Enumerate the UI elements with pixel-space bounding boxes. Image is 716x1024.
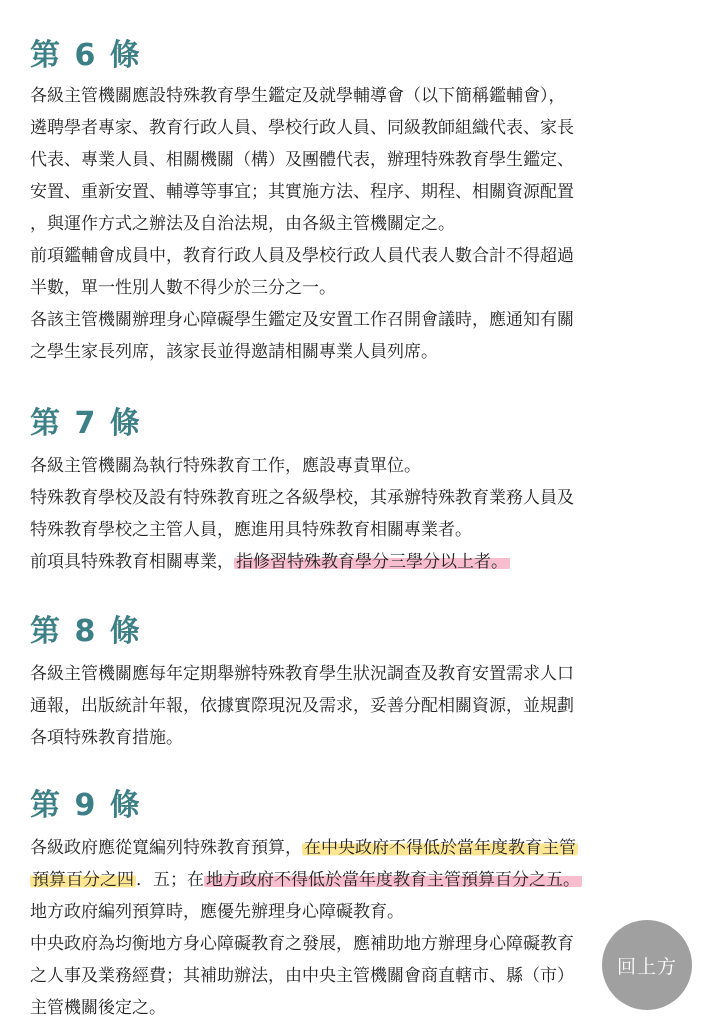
article-6-line: 安置、重新安置、輔導等事宜；其實施方法、程序、期程、相關資源配置 <box>30 182 574 202</box>
article-6-heading: 第 6 條 <box>30 38 142 73</box>
article-7-line: 特殊教育學校及設有特殊教育班之各級學校，其承辦特殊教育業務人員及 <box>30 488 574 508</box>
article-7-heading: 第 7 條 <box>30 406 142 441</box>
article-6-line: 各級主管機關應設特殊教育學生鑑定及就學輔導會（以下簡稱鑑輔會）， <box>30 86 566 106</box>
article-8-heading: 第 8 條 <box>30 614 142 649</box>
article-6-line: 各該主管機關辦理身心障礙學生鑑定及安置工作召開會議時，應通知有關 <box>30 310 574 330</box>
article-9-line: 中央政府為均衡地方身心障礙教育之發展，應補助地方辦理身心障礙教育 <box>30 934 574 954</box>
article-6-body <box>30 80 630 368</box>
yellow-highlight: 在中央政府不得低於當年度教育主管 <box>304 838 576 858</box>
article-8-body <box>30 658 630 754</box>
article-9-line-1 <box>30 832 630 864</box>
article-8-line: 各項特殊教育措施。 <box>30 728 183 748</box>
article-7-body <box>30 450 630 578</box>
article-9-line: 地方政府編列預算時，應優先辦理身心障礙教育。 <box>30 902 404 922</box>
article-7-line: 特殊教育學校之主管人員，應進用具特殊教育相關專業者。 <box>30 520 472 540</box>
article-8-line: 各級主管機關應每年定期舉辦特殊教育學生狀況調查及教育安置需求人口 <box>30 664 574 684</box>
article-7-line-4-text: 前項具特殊教育相關專業， <box>30 552 234 572</box>
article-9-line-2-text: ．五；在 <box>136 870 204 890</box>
article-6-line: 半數，單一性別人數不得少於三分之一。 <box>30 278 336 298</box>
article-8-line: 通報，出版統計年報，依據實際現況及需求，妥善分配相關資源，並規劃 <box>30 696 574 716</box>
article-9-line-2 <box>30 864 630 896</box>
article-9-line-1-text: 各級政府應從寬編列特殊教育預算， <box>30 838 302 858</box>
article-9-body <box>30 832 630 1024</box>
article-7-line: 各級主管機關為執行特殊教育工作，應設專責單位。 <box>30 456 421 476</box>
back-to-top-button[interactable]: 回上方 <box>602 920 692 1010</box>
article-9-line: 之人事及業務經費；其補助辦法，由中央主管機關會商直轄市、縣（市） <box>30 966 574 986</box>
yellow-highlight: 預算百分之四 <box>32 870 134 890</box>
article-6-line: 代表、專業人員、相關機關（構）及團體代表，辦理特殊教育學生鑑定、 <box>30 150 574 170</box>
article-6-line: ，與運作方式之辦法及自治法規，由各級主管機關定之。 <box>30 214 455 234</box>
article-6-line: 前項鑑輔會成員中，教育行政人員及學校行政人員代表人數合計不得超過 <box>30 246 574 266</box>
article-6-line: 之學生家長列席，該家長並得邀請相關專業人員列席。 <box>30 342 438 362</box>
article-9-line: 主管機關後定之。 <box>30 998 166 1018</box>
pink-highlight: 地方政府不得低於當年度教育主管預算百分之五。 <box>206 870 580 890</box>
article-7-line-4 <box>30 546 630 578</box>
pink-highlight: 指修習特殊教育學分三學分以上者。 <box>236 552 508 572</box>
article-6-line: 遴聘學者專家、教育行政人員、學校行政人員、同級教師組織代表、家長 <box>30 118 574 138</box>
article-9-heading: 第 9 條 <box>30 788 142 823</box>
